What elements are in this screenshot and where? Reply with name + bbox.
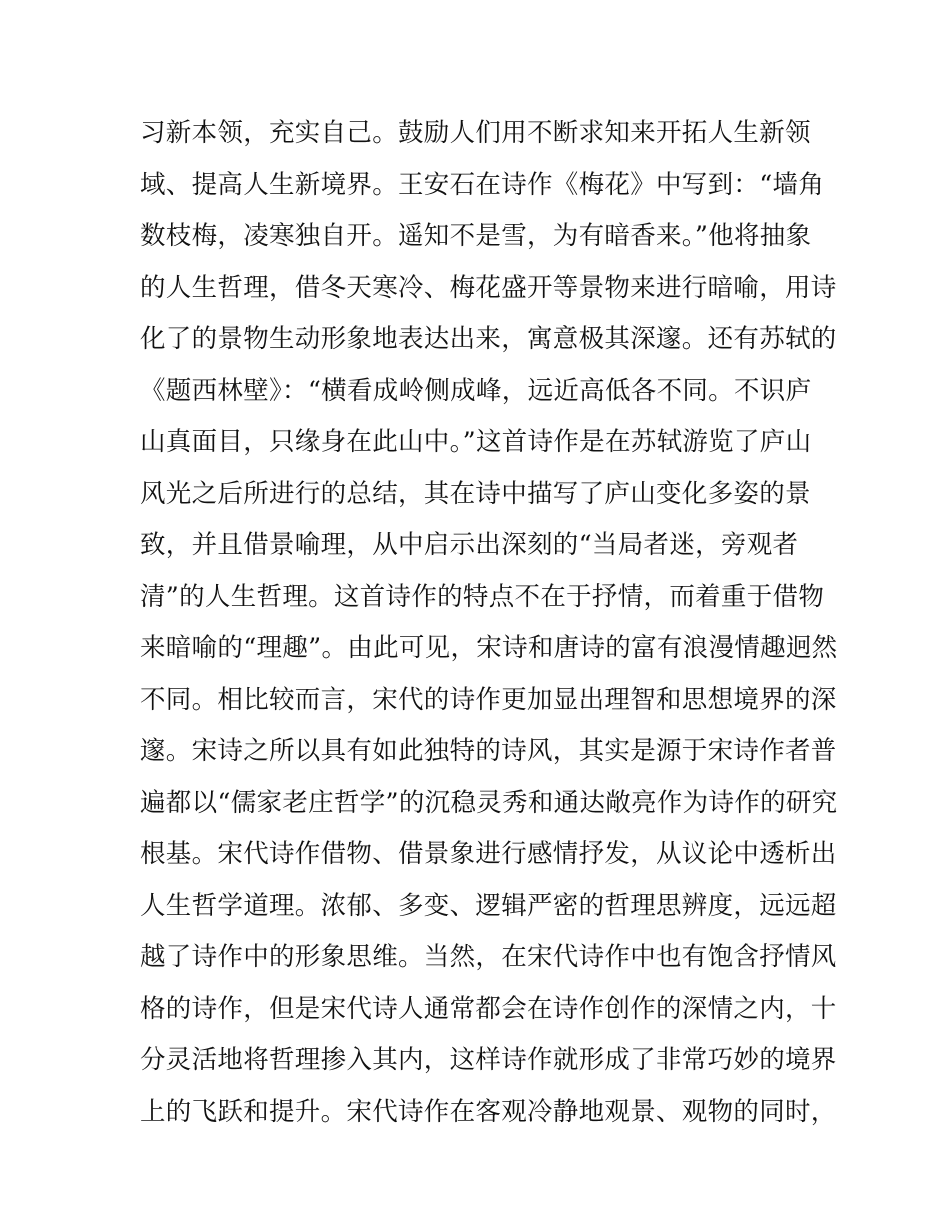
text-line: 来暗喻的“理趣”。由此可见，宋诗和唐诗的富有浪漫情趣迥然 xyxy=(140,633,838,663)
text-line: 域、提高人生新境界。王安石在诗作《梅花》中写到：“墙角 xyxy=(140,169,825,200)
text-line: 风光之后所进行的总结，其在诗中描写了庐山变化多姿的景 xyxy=(140,478,811,509)
text-line: 习新本领，充实自己。鼓励人们用不断求知来开拓人生新领 xyxy=(140,118,811,148)
text-line: 遍都以“儒家老庄哲学”的沉稳灵秀和通达敞亮作为诗作的研究 xyxy=(140,787,838,818)
text-line: 根基。宋代诗作借物、借景象进行感情抒发，从议论中透析出 xyxy=(140,839,837,869)
text-line: 《题西林壁》：“横看成岭侧成峰，远近高低各不同。不识庐 xyxy=(140,375,812,406)
text-line: 清”的人生哲理。这首诗作的特点不在于抒情，而着重于借物 xyxy=(140,581,825,612)
text-line: 上的飞跃和提升。宋代诗作在客观冷静地观景、观物的同时， xyxy=(140,1096,837,1127)
text-line: 人生哲学道理。浓郁、多变、逻辑严密的哲理思辨度，远远超 xyxy=(140,890,837,921)
text-line: 不同。相比较而言，宋代的诗作更加显出理智和思想境界的深 xyxy=(140,684,837,715)
text-line: 致，并且借景喻理，从中启示出深刻的“当局者迷，旁观者 xyxy=(140,530,799,560)
text-line: 邃。宋诗之所以具有如此独特的诗风，其实是源于宋诗作者普 xyxy=(140,736,837,766)
text-line: 山真面目，只缘身在此山中。”这首诗作是在苏轼游览了庐山 xyxy=(140,427,812,457)
text-line: 的人生哲理，借冬天寒冷、梅花盛开等景物来进行暗喻，用诗 xyxy=(140,272,837,303)
text-line: 越了诗作中的形象思维。当然，在宋代诗作中也有饱含抒情风 xyxy=(140,942,837,972)
text-line: 化了的景物生动形象地表达出来，寓意极其深邃。还有苏轼的 xyxy=(140,324,837,354)
text-line: 格的诗作，但是宋代诗人通常都会在诗作创作的深情之内，十 xyxy=(140,993,837,1024)
text-line: 分灵活地将哲理掺入其内，这样诗作就形成了非常巧妙的境界 xyxy=(140,1045,837,1075)
body-paragraph xyxy=(140,108,838,1138)
text-line: 数枝梅，凌寒独自开。遥知不是雪，为有暗香来。”他将抽象 xyxy=(140,221,812,251)
